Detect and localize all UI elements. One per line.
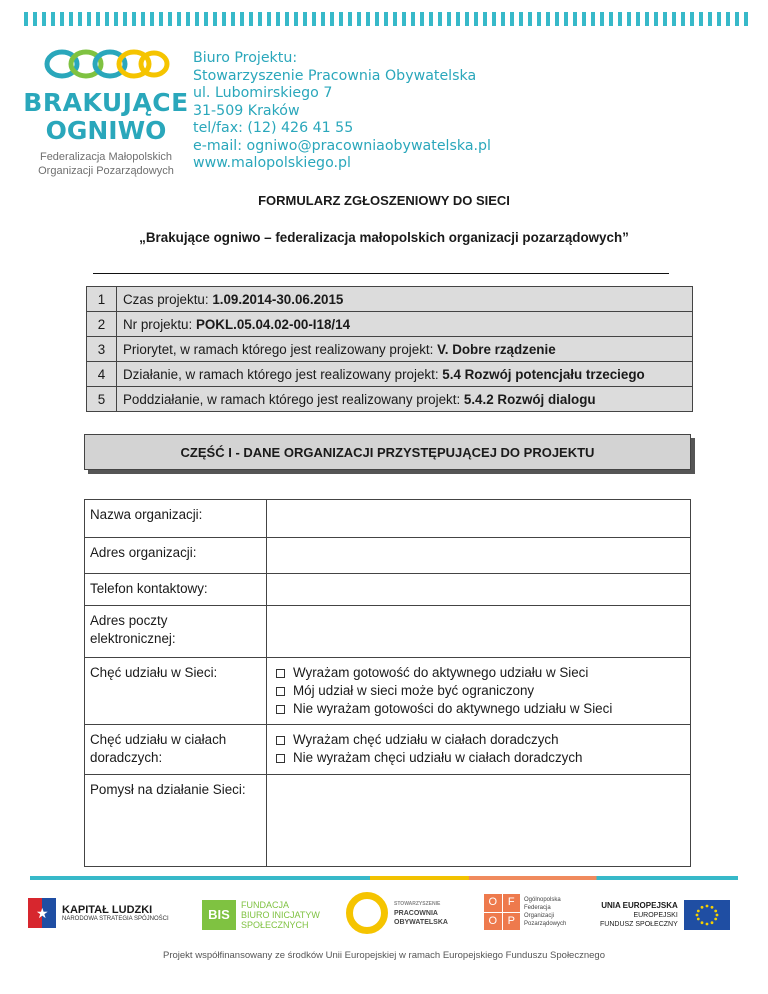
row-value: 5.4 Rozwój potencjału trzeciego xyxy=(442,366,645,382)
row-value: V. Dobre rządzenie xyxy=(437,341,556,357)
ofop-letter: O xyxy=(484,913,502,931)
bis-line1: FUNDACJA xyxy=(241,900,290,910)
project-info-table xyxy=(86,286,693,412)
ofop-line1: Ogólnopolska xyxy=(524,897,561,903)
header-stripes xyxy=(24,12,748,26)
ofop-line2: Federacja xyxy=(524,905,551,911)
ofop-letter: P xyxy=(503,913,521,931)
row-number: 4 xyxy=(87,362,117,387)
table-row xyxy=(87,387,693,412)
row-number: 2 xyxy=(87,312,117,337)
row-content xyxy=(117,387,693,412)
row-number: 1 xyxy=(87,287,117,312)
contact-city: 31-509 Kraków xyxy=(193,102,300,119)
eu-line2: EUROPEJSKI xyxy=(633,912,678,919)
section-header: CZĘŚĆ I - DANE ORGANIZACJI PRZYSTĘPUJĄCEJ DO PROJEKTU xyxy=(84,434,691,470)
org-name-input[interactable] xyxy=(267,500,691,538)
option-label: Wyrażam gotowość do aktywnego udziału w Sieci xyxy=(293,665,589,680)
email-input[interactable] xyxy=(267,606,691,658)
table-row xyxy=(87,312,693,337)
eu-logo xyxy=(600,900,730,930)
contact-phone: tel/fax: (12) 426 41 55 xyxy=(193,120,354,136)
participation-option-none[interactable] xyxy=(272,700,685,718)
participation-options xyxy=(267,658,691,725)
spo-line3: OBYWATELSKA xyxy=(394,918,448,926)
row-number: 3 xyxy=(87,337,117,362)
email-label xyxy=(85,606,267,658)
bis-line3: SPOŁECZNYCH xyxy=(241,920,309,930)
checkbox-icon[interactable] xyxy=(276,705,285,714)
bis-mark: BIS xyxy=(202,900,236,930)
ring-icon xyxy=(346,892,388,934)
table-row xyxy=(87,287,693,312)
row-content xyxy=(117,362,693,387)
participation-option-active[interactable] xyxy=(272,664,685,682)
eu-line1: UNIA EUROPEJSKA xyxy=(601,901,678,910)
option-label: Mój udział w sieci może być ograniczony xyxy=(293,683,535,698)
contact-organization: Stowarzyszenie Pracownia Obywatelska xyxy=(193,67,477,84)
project-title: „Brakujące ogniwo – federalizacja małopolskich organizacji pozarządowych” xyxy=(139,230,629,245)
kapital-ludzki-subtitle: NARODOWA STRATEGIA SPÓJNOŚCI xyxy=(62,916,169,922)
kapital-ludzki-flag-icon: ★ xyxy=(28,898,56,928)
email-label-line2: elektronicznej: xyxy=(90,631,176,646)
row-content xyxy=(117,337,693,362)
row-value: 5.4.2 Rozwój dialogu xyxy=(463,391,596,407)
row-number: 5 xyxy=(87,387,117,412)
eu-line3: FUNDUSZ SPOŁECZNY xyxy=(600,921,678,928)
row-value: POKL.05.04.02-00-I18/14 xyxy=(195,316,351,332)
pracownia-obywatelska-logo xyxy=(346,892,448,934)
bis-line2: BIURO INICJATYW xyxy=(241,910,320,920)
row-label: Czas projektu: xyxy=(123,291,213,307)
advisory-option-no[interactable] xyxy=(272,749,685,767)
spo-line2: PRACOWNIA xyxy=(394,909,438,917)
table-row xyxy=(85,606,691,658)
row-content xyxy=(117,312,693,337)
organization-form-table xyxy=(84,499,691,867)
ofop-line3: Organizacji xyxy=(524,913,555,919)
advisory-options xyxy=(267,725,691,775)
advisory-label xyxy=(85,725,267,775)
ofop-letter: O xyxy=(484,894,502,912)
contact-block xyxy=(193,50,491,173)
table-row xyxy=(85,725,691,775)
email-label-line1: Adres poczty xyxy=(90,613,168,628)
ofop-line4: Pozarządowych xyxy=(524,921,567,927)
row-content xyxy=(117,287,693,312)
participation-option-limited[interactable] xyxy=(272,682,685,700)
contact-street: ul. Lubomirskiego 7 xyxy=(193,85,333,101)
logo-subtitle-line1: Federalizacja Małopolskich xyxy=(39,151,173,163)
table-row xyxy=(85,500,691,538)
org-address-input[interactable] xyxy=(267,538,691,574)
row-label: Działanie, w ramach którego jest realizowany projekt: xyxy=(123,366,443,382)
org-name-label: Nazwa organizacji: xyxy=(85,500,267,538)
form-title: FORMULARZ ZGŁOSZENIOWY DO SIECI xyxy=(258,193,510,208)
participation-label: Chęć udziału w Sieci: xyxy=(85,658,267,725)
spo-line1: STOWARZYSZENIE xyxy=(394,900,441,907)
org-address-label: Adres organizacji: xyxy=(85,538,267,574)
eu-flag-icon xyxy=(684,900,730,930)
logo-subtitle-line2: Organizacji Pozarządowych xyxy=(38,165,174,177)
checkbox-icon[interactable] xyxy=(276,687,285,696)
logo-subtitle xyxy=(22,150,190,178)
table-row xyxy=(87,337,693,362)
table-row xyxy=(85,658,691,725)
ofop-mark xyxy=(484,894,520,930)
row-label: Priorytet, w ramach którego jest realizowany projekt: xyxy=(123,341,438,357)
ofop-letter: F xyxy=(503,894,521,912)
option-label: Wyrażam chęć udziału w ciałach doradczych xyxy=(293,732,559,747)
kapital-ludzki-logo xyxy=(28,898,169,928)
advisory-label-line1: Chęć udziału w ciałach xyxy=(90,732,227,747)
contact-website-link[interactable]: www.malopolskiego.pl xyxy=(193,155,351,171)
logo-title-line2: OGNIWO xyxy=(45,116,167,145)
phone-label: Telefon kontaktowy: xyxy=(85,574,267,606)
table-row xyxy=(85,574,691,606)
table-row xyxy=(85,775,691,867)
option-label: Nie wyrażam gotowości do aktywnego udziału w Sieci xyxy=(293,701,613,716)
cofinancing-note: Projekt współfinansowany ze środków Unii Europejskiej w ramach Europejskiego Funduszu Społecznego xyxy=(163,950,605,961)
option-label: Nie wyrażam chęci udziału w ciałach doradczych xyxy=(293,750,583,765)
ofop-logo xyxy=(484,894,566,930)
checkbox-icon[interactable] xyxy=(276,754,285,763)
bis-logo xyxy=(202,900,320,930)
contact-email-link[interactable]: e-mail: ogniwo@pracowniaobywatelska.pl xyxy=(193,137,491,154)
table-row xyxy=(87,362,693,387)
row-label: Nr projektu: xyxy=(123,316,196,332)
phone-input[interactable] xyxy=(267,574,691,606)
checkbox-icon[interactable] xyxy=(276,736,285,745)
footer-divider xyxy=(30,876,738,880)
advisory-option-yes[interactable] xyxy=(272,731,685,749)
chain-links-icon xyxy=(42,44,170,84)
table-row xyxy=(85,538,691,574)
logo-title-line1: BRAKUJĄCE xyxy=(23,88,189,117)
checkbox-icon[interactable] xyxy=(276,669,285,678)
network-idea-input[interactable] xyxy=(267,775,691,867)
network-idea-label: Pomysł na działanie Sieci: xyxy=(85,775,267,867)
footer-logos xyxy=(0,890,768,946)
kapital-ludzki-title: KAPITAŁ LUDZKI xyxy=(62,904,153,916)
row-label: Poddziałanie, w ramach którego jest realizowany projekt: xyxy=(123,391,464,407)
advisory-label-line2: doradczych: xyxy=(90,750,163,765)
contact-office-label: Biuro Projektu: xyxy=(193,50,298,66)
row-value: 1.09.2014-30.06.2015 xyxy=(212,291,344,307)
title-divider xyxy=(93,273,669,274)
